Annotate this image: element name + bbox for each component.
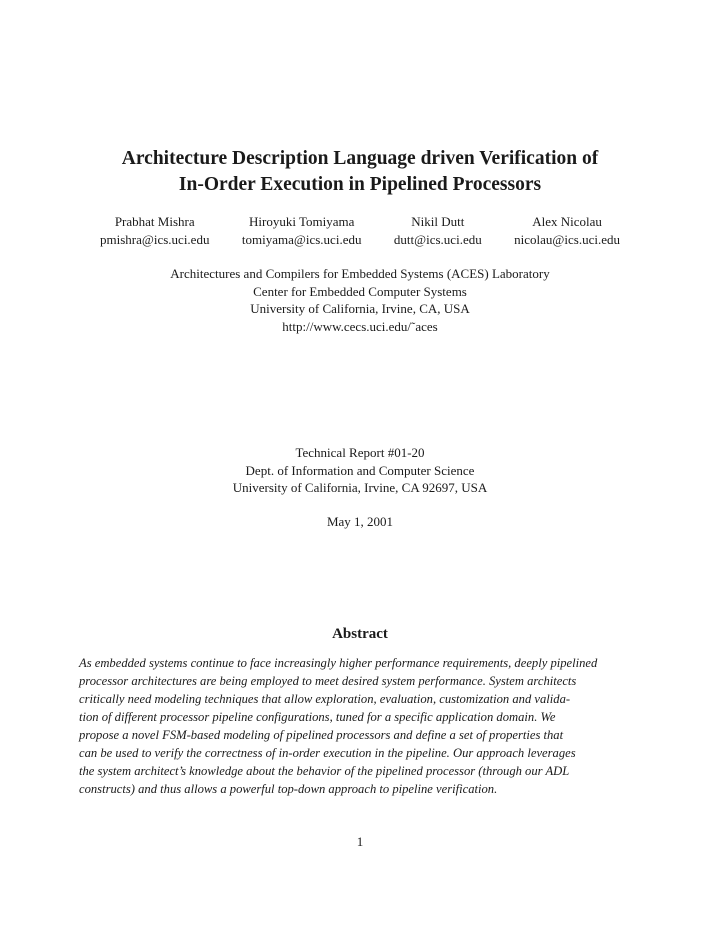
author (394, 213, 482, 249)
abstract-heading: Abstract (332, 626, 388, 642)
author-email: tomiyama@ics.uci.edu (241, 232, 362, 247)
author-email: dutt@ics.uci.edu (393, 232, 482, 247)
abstract-body (79, 654, 652, 798)
abstract-line: As embedded systems continue to face increasingly higher performance requirements, deeply pipelined (79, 656, 598, 670)
report-number: Technical Report #01-20 (295, 445, 425, 460)
affiliation-lab: Architectures and Compilers for Embedded Systems (ACES) Laboratory (170, 266, 550, 281)
affiliation (0, 265, 720, 335)
abstract-line: critically need modeling techniques that allow exploration, evaluation, customization and valida- (79, 692, 571, 706)
author-name: Hiroyuki Tomiyama (249, 214, 355, 229)
author (242, 213, 362, 249)
title-line-1: Architecture Description Language driven Verification of (121, 148, 599, 169)
affiliation-center: Center for Embedded Computer Systems (253, 283, 467, 299)
abstract-line: constructs) and thus allows a powerful top-down approach to pipeline verification. (79, 782, 498, 796)
author-email: pmishra@ics.uci.edu (100, 232, 210, 247)
page-number: 1 (356, 834, 364, 849)
abstract-line: can be used to verify the correctness of in-order execution in the pipeline. Our approach leverages (79, 746, 576, 760)
report-university: University of California, Irvine, CA 92697, USA (232, 480, 488, 495)
author (514, 213, 620, 249)
abstract-line: propose a novel FSM-based modeling of pipelined processors and define a set of properties that (79, 728, 564, 742)
abstract-line: tion of different processor pipeline configurations, tuned for a specific application domain. We (79, 710, 556, 724)
report-date: May 1, 2001 (326, 514, 394, 529)
abstract-line: the system architect’s knowledge about the behavior of the pipelined processor (through our ADL (79, 764, 570, 778)
author-list (100, 213, 620, 249)
author-name: Prabhat Mishra (114, 214, 195, 229)
title-line-2: In-Order Execution in Pipelined Processors (178, 174, 542, 195)
paper-title (0, 146, 720, 198)
affiliation-university: University of California, Irvine, CA, USA (250, 301, 470, 316)
author-name: Nikil Dutt (411, 214, 465, 229)
author-email: nicolau@ics.uci.edu (514, 232, 620, 247)
affiliation-url: http://www.cecs.uci.edu/˜aces (282, 318, 438, 334)
report-dept: Dept. of Information and Computer Science (245, 462, 475, 478)
author-name: Alex Nicolau (532, 214, 602, 229)
report-info (0, 444, 720, 497)
abstract-line: processor architectures are being employed to meet desired system performance. System architects (79, 674, 577, 688)
author (100, 213, 209, 249)
